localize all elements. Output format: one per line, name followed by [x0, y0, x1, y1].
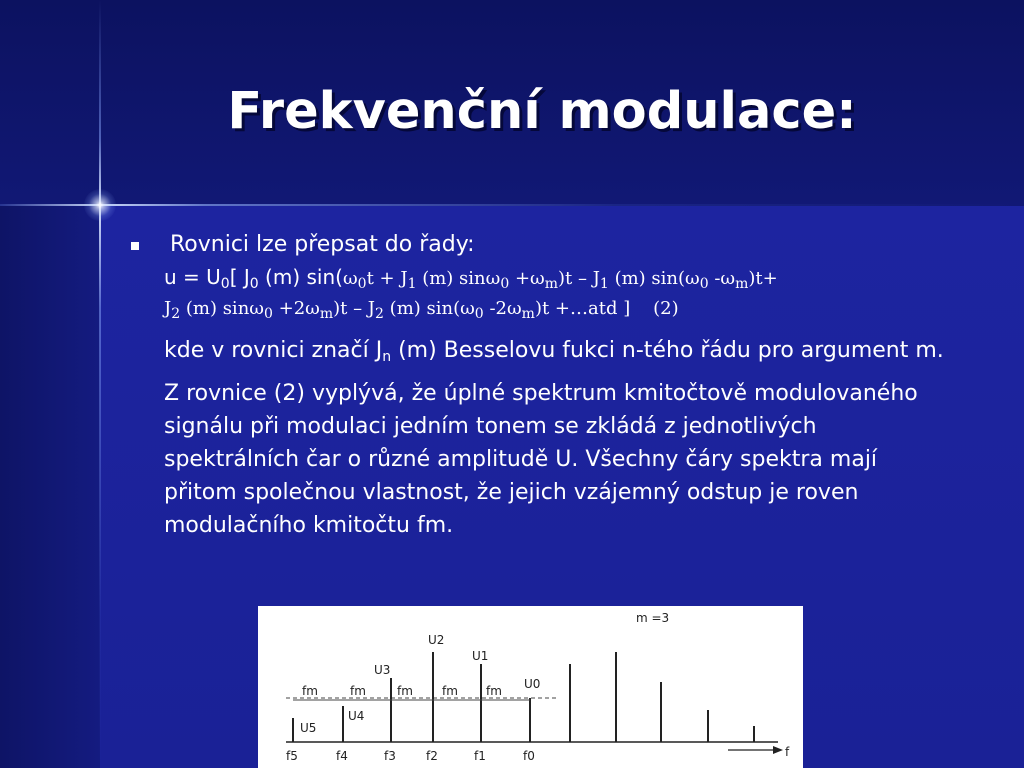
frequency-label-f2: f2 — [426, 749, 438, 763]
equation-subscript: m — [319, 306, 334, 322]
equation-subscript: 0 — [699, 276, 709, 292]
spectrum-diagram — [258, 606, 803, 768]
equation-text: [ J — [229, 265, 250, 289]
equation-text: )t +…atd ] — [534, 298, 631, 319]
equation-text: )t – J — [558, 268, 600, 289]
equation-text: J — [164, 298, 172, 319]
equation-subscript: 0 — [357, 276, 367, 292]
equation-text: -ω — [708, 268, 736, 289]
equation-text: +ω — [509, 268, 545, 289]
axis-arrow-icon — [773, 746, 783, 754]
bessel-text: kde v rovnici značí J — [164, 338, 383, 363]
equation-line-1 — [164, 262, 948, 294]
equation-text: (m) sinω — [416, 268, 501, 289]
amplitude-label-u3: U3 — [374, 663, 391, 677]
equation-subscript: 0 — [474, 306, 484, 322]
equation-text: ω — [342, 268, 358, 289]
amplitude-label-u1: U1 — [472, 649, 489, 663]
equation-subscript: m — [521, 306, 535, 322]
spacing-label: fm — [350, 684, 366, 698]
frequency-label-f1: f1 — [474, 749, 486, 763]
spacing-label: fm — [442, 684, 458, 698]
bullet-text: Rovnici lze přepsat do řady: — [170, 232, 475, 257]
amplitude-label-u4: U4 — [348, 709, 365, 723]
equation-subscript: 1 — [599, 276, 609, 292]
slide-title: Frekvenční modulace: — [227, 82, 857, 141]
slide-body — [128, 228, 948, 542]
bessel-description — [128, 334, 948, 367]
spacing-label: fm — [302, 684, 318, 698]
frequency-label-f5: f5 — [286, 749, 298, 763]
horizontal-light-line — [0, 204, 1024, 206]
amplitude-label-u0: U0 — [524, 677, 541, 691]
equation-text: (m) sin(ω — [608, 268, 700, 289]
equation-subscript: 2 — [375, 306, 384, 322]
spectrum-paragraph: Z rovnice (2) vyplývá, že úplné spektrum kmitočtově modulovaného signálu při modulaci jedním tonem se zkládá z jednotlivých spektrálních čar o různé amplitudě U. Všechny čáry spektra mají přitom společnou vlastnost, že jejich vzájemný odstup je roven modulačního kmitočtu fm. — [164, 381, 918, 538]
light-flare-decoration — [84, 189, 116, 221]
axis-label: f — [785, 745, 790, 759]
square-bullet-icon — [131, 242, 139, 250]
equation-subscript: m — [544, 276, 558, 292]
equation-subscript: 1 — [407, 276, 417, 292]
equation-line-2 — [164, 294, 948, 324]
bessel-text: (m) Besselovu fukci n-tého řádu pro argument m. — [391, 338, 944, 363]
amplitude-label-u2: U2 — [428, 633, 445, 647]
equation-text: (m) sin( — [258, 265, 343, 289]
frequency-label-f4: f4 — [336, 749, 348, 763]
equation-text: +2ω — [272, 298, 320, 319]
equation-text: )t+ — [748, 268, 778, 289]
equation-subscript: m — [735, 276, 749, 292]
equation-text: t + J — [366, 268, 408, 289]
equation-text: )t – J — [333, 298, 376, 319]
equation-text: -2ω — [483, 298, 522, 319]
bullet-item — [128, 228, 948, 261]
spectrum-figure — [258, 606, 803, 768]
equation-subscript: 2 — [171, 306, 181, 322]
equation-number: (2) — [653, 298, 679, 319]
amplitude-label-u5: U5 — [300, 721, 317, 735]
equation-text: (m) sinω — [180, 298, 264, 319]
equation-subscript: 0 — [249, 276, 259, 292]
modulation-index-label: m =3 — [636, 611, 670, 625]
frequency-label-f0: f0 — [523, 749, 535, 763]
left-margin-background — [0, 206, 100, 768]
equation-text: u = U — [164, 265, 221, 289]
equation-text: (m) sin(ω — [383, 298, 475, 319]
equation-subscript: 0 — [220, 276, 230, 292]
equation-subscript: 0 — [500, 276, 510, 292]
equation-subscript: 0 — [263, 306, 273, 322]
spacing-label: fm — [486, 684, 502, 698]
equation — [128, 262, 948, 324]
spacing-label: fm — [397, 684, 413, 698]
frequency-label-f3: f3 — [384, 749, 396, 763]
bessel-subscript: n — [382, 349, 392, 365]
